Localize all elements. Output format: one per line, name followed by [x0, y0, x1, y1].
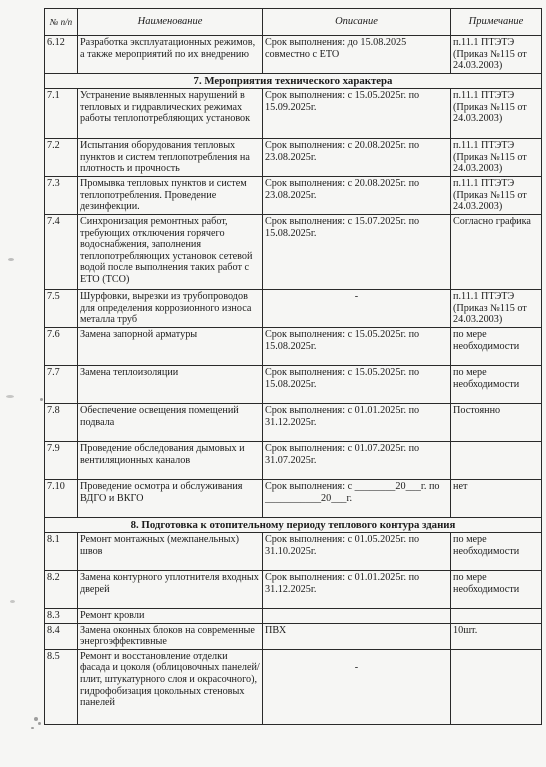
row-note: п.11.1 ПТЭТЭ (Приказ №115 от 24.03.2003) — [451, 139, 542, 177]
row-number: 7.7 — [45, 366, 78, 404]
row-note: п.11.1 ПТЭТЭ (Приказ №115 от 24.03.2003) — [451, 36, 542, 74]
row-name: Ремонт кровли — [78, 609, 263, 624]
scan-speck — [38, 722, 41, 725]
col-name-header: Наименование — [78, 9, 263, 36]
row-name: Замена теплоизоляции — [78, 366, 263, 404]
row-number: 7.3 — [45, 177, 78, 215]
row-description: Срок выполнения: с 15.07.2025г. по 15.08.2025г. — [263, 215, 451, 290]
scan-speck — [34, 717, 38, 721]
row-note — [451, 649, 542, 724]
row-number: 7.6 — [45, 328, 78, 366]
scan-speck — [10, 600, 15, 603]
row-name: Проведение обследования дымовых и вентиляционных каналов — [78, 442, 263, 480]
col-note-header: Примечание — [451, 9, 542, 36]
row-number: 8.1 — [45, 533, 78, 571]
row-name: Устранение выявленных нарушений в тепловых и гидравлических режимах работы теплопотребляющих установок — [78, 89, 263, 139]
section-row — [45, 518, 542, 533]
row-number: 7.8 — [45, 404, 78, 442]
row-name: Обеспечение освещения помещений подвала — [78, 404, 263, 442]
table-row — [45, 290, 542, 328]
row-name: Замена оконных блоков на современные энергоэффективные — [78, 623, 263, 649]
table-row — [45, 442, 542, 480]
section-title: 7. Мероприятия технического характера — [45, 74, 542, 89]
row-number: 7.2 — [45, 139, 78, 177]
section-title: 8. Подготовка к отопительному периоду теплового контура здания — [45, 518, 542, 533]
row-number: 7.10 — [45, 480, 78, 518]
row-description: Срок выполнения: с 01.07.2025г. по 31.07.2025г. — [263, 442, 451, 480]
row-description: Срок выполнения: с ________20___г. по ___________20___г. — [263, 480, 451, 518]
row-description: - — [263, 649, 451, 724]
row-note: Согласно графика — [451, 215, 542, 290]
table-row — [45, 609, 542, 624]
row-name: Замена контурного уплотнителя входных дверей — [78, 571, 263, 609]
row-number: 7.4 — [45, 215, 78, 290]
row-note: Постоянно — [451, 404, 542, 442]
row-description: Срок выполнения: с 15.05.2025г. по 15.08.2025г. — [263, 366, 451, 404]
row-number: 7.1 — [45, 89, 78, 139]
scan-speck — [6, 395, 14, 398]
row-note: по мере необходимости — [451, 328, 542, 366]
section-row — [45, 74, 542, 89]
row-description: Срок выполнения: с 15.05.2025г. по 15.09.2025г. — [263, 89, 451, 139]
table-row — [45, 404, 542, 442]
row-number: 7.5 — [45, 290, 78, 328]
row-name: Шурфовки, вырезки из трубопроводов для определения коррозионного износа металла труб — [78, 290, 263, 328]
table-row — [45, 623, 542, 649]
row-number: 8.4 — [45, 623, 78, 649]
row-description: Срок выполнения: с 20.08.2025г. по 23.08.2025г. — [263, 177, 451, 215]
scan-speck — [40, 398, 43, 401]
row-number: 7.9 — [45, 442, 78, 480]
row-number: 6.12 — [45, 36, 78, 74]
row-note: по мере необходимости — [451, 366, 542, 404]
row-note: 10шт. — [451, 623, 542, 649]
row-description: Срок выполнения: с 01.05.2025г. по 31.10.2025г. — [263, 533, 451, 571]
table-row — [45, 36, 542, 74]
table-row — [45, 649, 542, 724]
scan-speck — [31, 727, 34, 729]
row-note: по мере необходимости — [451, 571, 542, 609]
row-description: Срок выполнения: до 15.08.2025 совместно с ЕТО — [263, 36, 451, 74]
col-num-header: № п/п — [45, 9, 78, 36]
row-description: - — [263, 290, 451, 328]
table-row — [45, 571, 542, 609]
measures-table — [44, 8, 542, 725]
row-note: по мере необходимости — [451, 533, 542, 571]
table-row — [45, 366, 542, 404]
row-description: Срок выполнения: с 20.08.2025г. по 23.08.2025г. — [263, 139, 451, 177]
table-row — [45, 139, 542, 177]
row-note — [451, 442, 542, 480]
row-note: п.11.1 ПТЭТЭ (Приказ №115 от 24.03.2003) — [451, 290, 542, 328]
row-note — [451, 609, 542, 624]
row-description: Срок выполнения: с 15.05.2025г. по 15.08.2025г. — [263, 328, 451, 366]
row-name: Проведение осмотра и обслуживания ВДГО и ВКГО — [78, 480, 263, 518]
row-name: Разработка эксплуатационных режимов, а также мероприятий по их внедрению — [78, 36, 263, 74]
row-description — [263, 609, 451, 624]
row-number: 8.2 — [45, 571, 78, 609]
col-desc-header: Описание — [263, 9, 451, 36]
row-number: 8.5 — [45, 649, 78, 724]
row-description: Срок выполнения: с 01.01.2025г. по 31.12.2025г. — [263, 404, 451, 442]
table-row — [45, 89, 542, 139]
row-description: ПВХ — [263, 623, 451, 649]
table-row — [45, 480, 542, 518]
row-note: нет — [451, 480, 542, 518]
scan-speck — [8, 258, 14, 261]
row-name: Синхронизация ремонтных работ, требующих отключения горячего водоснабжения, заполнения теплопотребляющих установок сетевой водой после выполнения таких работ с ЕТО (ТСО) — [78, 215, 263, 290]
table-header-row — [45, 9, 542, 36]
table-row — [45, 177, 542, 215]
table-row — [45, 533, 542, 571]
row-name: Ремонт монтажных (межпанельных) швов — [78, 533, 263, 571]
row-name: Ремонт и восстановление отделки фасада и цоколя (облицовочных панелей/плит, штукатурного слоя и окрасочного), гидрофобизация цокольных стеновых панелей — [78, 649, 263, 724]
row-number: 8.3 — [45, 609, 78, 624]
row-name: Испытания оборудования тепловых пунктов и систем теплопотребления на плотность и прочность — [78, 139, 263, 177]
table-row — [45, 328, 542, 366]
row-name: Промывка тепловых пунктов и систем теплопотребления. Проведение дезинфекции. — [78, 177, 263, 215]
row-description: Срок выполнения: с 01.01.2025г. по 31.12.2025г. — [263, 571, 451, 609]
row-name: Замена запорной арматуры — [78, 328, 263, 366]
row-note: п.11.1 ПТЭТЭ (Приказ №115 от 24.03.2003) — [451, 89, 542, 139]
table-row — [45, 215, 542, 290]
row-note: п.11.1 ПТЭТЭ (Приказ №115 от 24.03.2003) — [451, 177, 542, 215]
